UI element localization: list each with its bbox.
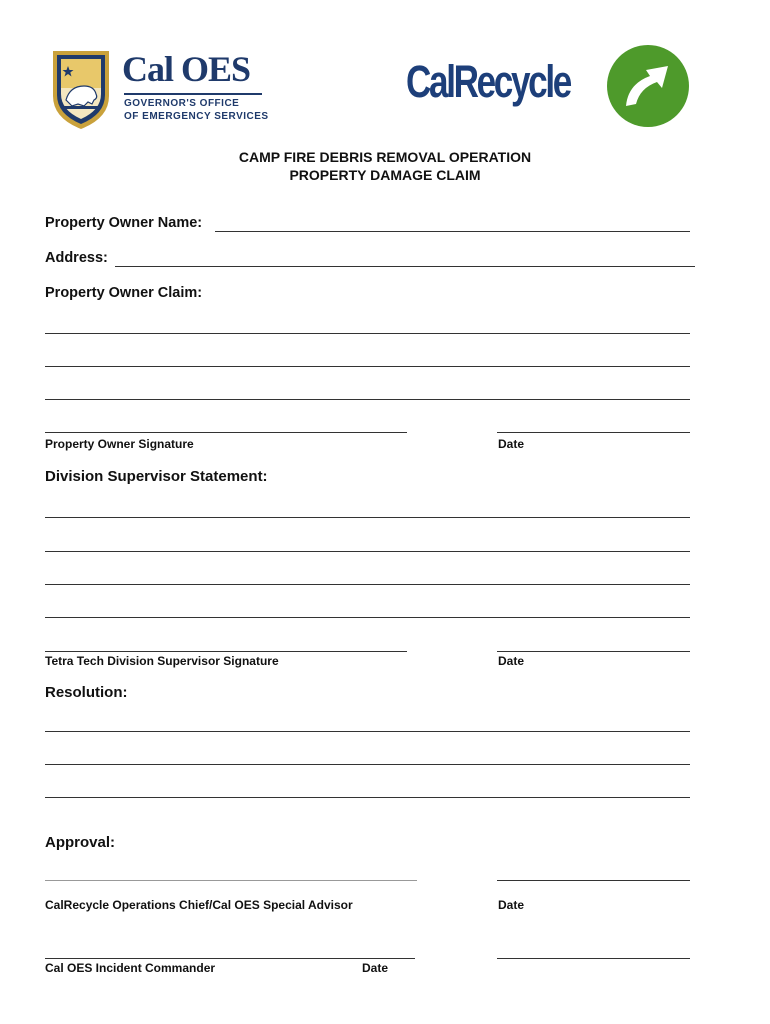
caloes-line1: GOVERNOR'S OFFICE (124, 98, 240, 109)
incident-commander-date-line[interactable] (497, 958, 690, 959)
calrecycle-arrow-icon (606, 44, 690, 128)
owner-name-label: Property Owner Name: (45, 215, 203, 231)
ops-chief-date-label: Date (498, 898, 525, 912)
address-label: Address: (45, 250, 108, 266)
resolution-heading: Resolution: (45, 684, 128, 701)
resolution-line-1[interactable] (45, 731, 690, 732)
resolution-line-2[interactable] (45, 764, 690, 765)
supervisor-statement-heading: Division Supervisor Statement: (45, 468, 268, 485)
owner-signature-label: Property Owner Signature (45, 437, 194, 451)
supervisor-statement-line-3[interactable] (45, 584, 690, 585)
supervisor-statement-line-2[interactable] (45, 551, 690, 552)
supervisor-date-label: Date (498, 654, 525, 668)
supervisor-signature-line[interactable] (45, 651, 407, 652)
owner-signature-line[interactable] (45, 432, 407, 433)
resolution-line-3[interactable] (45, 797, 690, 798)
caloes-divider (124, 93, 262, 95)
owner-claim-label: Property Owner Claim: (45, 285, 203, 301)
owner-name-field[interactable] (215, 231, 690, 232)
supervisor-signature-label: Tetra Tech Division Supervisor Signature (45, 654, 279, 668)
supervisor-statement-line-1[interactable] (45, 517, 690, 518)
calrecycle-logo (406, 44, 690, 128)
caloes-logo (50, 48, 270, 132)
ops-chief-signature-line[interactable] (45, 880, 417, 881)
supervisor-date-line[interactable] (497, 651, 690, 652)
approval-heading: Approval: (45, 834, 116, 851)
incident-commander-date-label: Date (362, 961, 389, 975)
calrecycle-name (406, 56, 570, 108)
caloes-shield-icon (50, 48, 112, 132)
form-title-line1: CAMP FIRE DEBRIS REMOVAL OPERATION (238, 149, 532, 165)
owner-claim-line-2[interactable] (45, 366, 690, 367)
owner-date-label: Date (498, 437, 525, 451)
owner-date-line[interactable] (497, 432, 690, 433)
form-title-line2: PROPERTY DAMAGE CLAIM (289, 167, 481, 183)
caloes-name: Cal OES (122, 49, 251, 89)
incident-commander-signature-line[interactable] (45, 958, 415, 959)
ops-chief-date-line[interactable] (497, 880, 690, 881)
owner-claim-line-1[interactable] (45, 333, 690, 334)
ops-chief-signature-label: CalRecycle Operations Chief/Cal OES Special Advisor (45, 898, 353, 912)
incident-commander-label: Cal OES Incident Commander (45, 961, 216, 975)
calrecycle-name-text: CalRecycle (406, 56, 570, 107)
owner-claim-line-3[interactable] (45, 399, 690, 400)
caloes-line2: OF EMERGENCY SERVICES (124, 111, 269, 122)
supervisor-statement-line-4[interactable] (45, 617, 690, 618)
address-field[interactable] (115, 266, 695, 267)
